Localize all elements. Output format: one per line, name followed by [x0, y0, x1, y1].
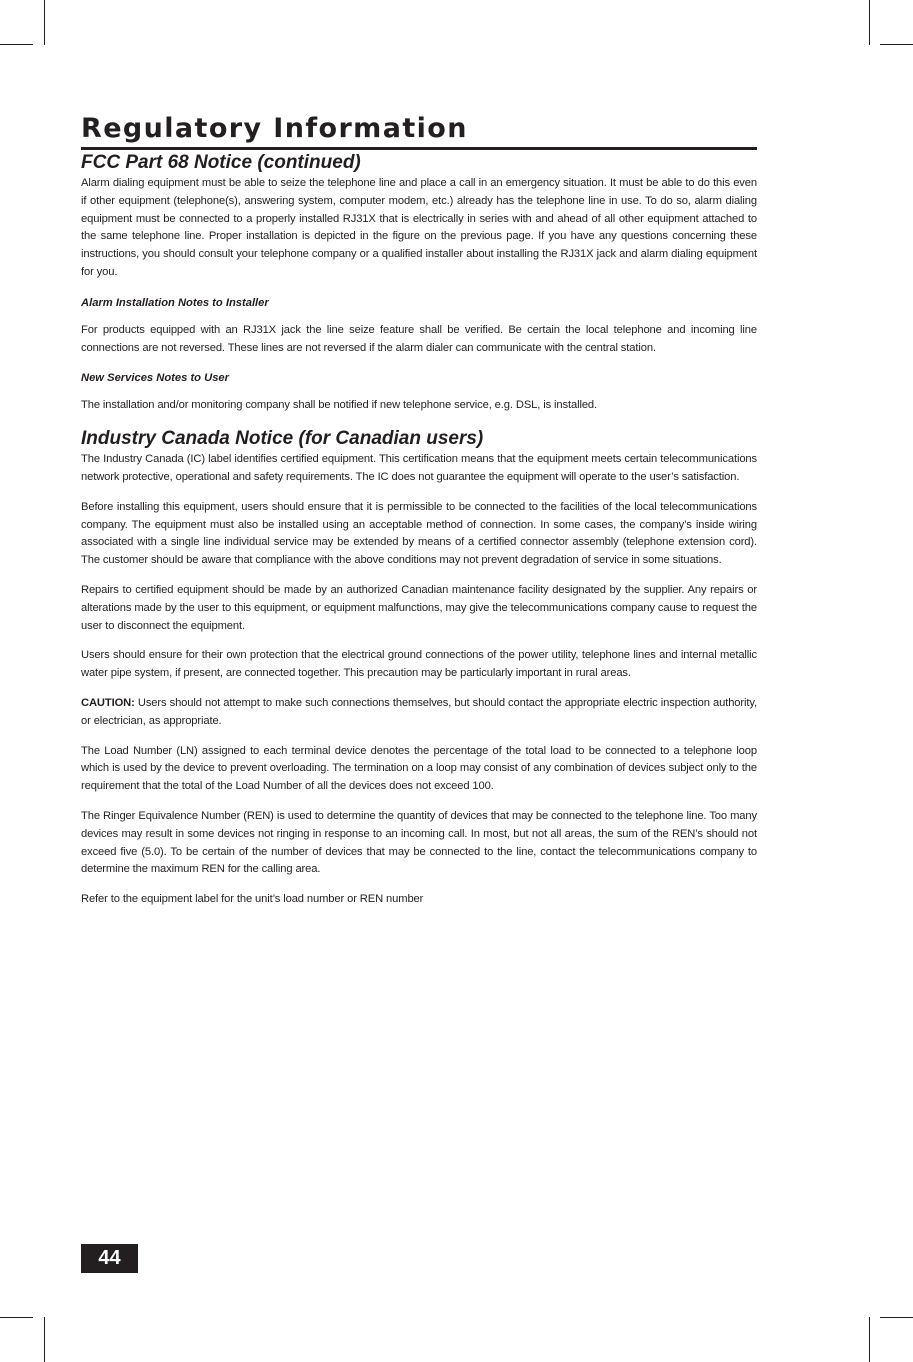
ren-paragraph: The Ringer Equivalence Number (REN) is used to determine the quantity of devices that may be connected to the telephone line. Too many devices may result in some devices not ringing in response to an incoming call. In most, but not all areas, the sum of the REN’s should not exceed five (5.0). To be certain of the number of devices that may be connected to the line, contact the telecommunications company to determine the maximum REN for the calling area. — [81, 809, 757, 876]
page-number-badge: 44 — [81, 1244, 138, 1273]
fcc-intro-paragraph: Alarm dialing equipment must be able to seize the telephone line and place a call in an emergency situation. It must be able to do this even if other equipment (telephone(s), answering system, computer modem, etc.) already has the telephone line in use. To do so, alarm dialing equipment must be connected to a properly installed RJ31X that is electrically in series with and ahead of all other equipment attached to the same telephone line. Proper installation is depicted in the figure on the previous page. If you have any questions concerning these instructions, you should consult your telephone company or a qualified installer about installing the RJ31X jack and alarm dialing equipment for you. — [81, 177, 757, 278]
caution-paragraph — [81, 695, 757, 731]
fcc-heading: FCC Part 68 Notice (continued) — [81, 152, 361, 173]
caution-label: CAUTION: — [81, 696, 135, 709]
crop-mark-bottom-left-vertical — [44, 1317, 45, 1362]
equipment-label-paragraph: Refer to the equipment label for the unit’s load number or REN number — [81, 893, 424, 906]
crop-mark-top-right-horizontal — [880, 44, 913, 45]
crop-mark-top-right-vertical — [869, 0, 870, 45]
crop-mark-bottom-left-horizontal — [0, 1317, 33, 1318]
industry-canada-section — [81, 427, 757, 909]
new-services-heading: New Services Notes to User — [81, 372, 229, 385]
ic-repairs-paragraph: Repairs to certified equipment should be made by an authorized Canadian maintenance facility designated by the supplier. Any repairs or alterations made by the user to this equipment, or equipment malfunctions, may give the telecommunications company cause to request the user to disconnect the equipment. — [81, 583, 757, 632]
new-services-paragraph: The installation and/or monitoring company shall be notified if new telephone service, e.g. DSL, is installed. — [81, 399, 598, 412]
page-content — [81, 112, 757, 921]
page-title: Regulatory Information — [81, 113, 468, 144]
crop-mark-bottom-right-horizontal — [880, 1317, 913, 1318]
fcc-section — [81, 151, 757, 415]
alarm-notes-paragraph: For products equipped with an RJ31X jack the line seize feature shall be verified. Be certain the local telephone and incoming line connections are not reversed. These lines are not reversed if the alarm dialer can communicate with the central station. — [81, 323, 757, 354]
ic-installation-paragraph: Before installing this equipment, users should ensure that it is permissible to be connected to the facilities of the local telecommunications company. The equipment must also be installed using an acceptable method of connection. In some cases, the company’s inside wiring associated with a single line individual service may be extended by means of a certified connector assembly (telephone extension cord). The customer should be aware that compliance with the above conditions may not prevent degradation of service in some situations. — [81, 500, 757, 567]
load-number-paragraph: The Load Number (LN) assigned to each terminal device denotes the percentage of the total load to be connected to a telephone loop which is used by the device to prevent overloading. The termination on a loop may consist of any combination of devices subject only to the requirement that the total of the Load Number of all the devices does not exceed 100. — [81, 744, 757, 793]
title-rule — [81, 147, 757, 150]
alarm-notes-heading: Alarm Installation Notes to Installer — [81, 296, 269, 309]
ic-grounding-paragraph: Users should ensure for their own protection that the electrical ground connections of the power utility, telephone lines and internal metallic water pipe system, if present, are connected together. This precaution may be particularly important in rural areas. — [81, 649, 757, 680]
crop-mark-top-left-horizontal — [0, 44, 33, 45]
industry-canada-heading: Industry Canada Notice (for Canadian users) — [81, 428, 484, 450]
crop-mark-bottom-right-vertical — [869, 1317, 870, 1362]
ic-label-paragraph: The Industry Canada (IC) label identifies certified equipment. This certification means that the equipment meets certain telecommunications network protective, operational and safety requirements. The IC does not guarantee the equipment will operate to the user’s satisfaction. — [81, 453, 757, 483]
caution-text: Users should not attempt to make such connections themselves, but should contact the appropriate electric inspection authority, or electrician, as appropriate. — [81, 696, 757, 727]
crop-mark-top-left-vertical — [44, 0, 45, 45]
